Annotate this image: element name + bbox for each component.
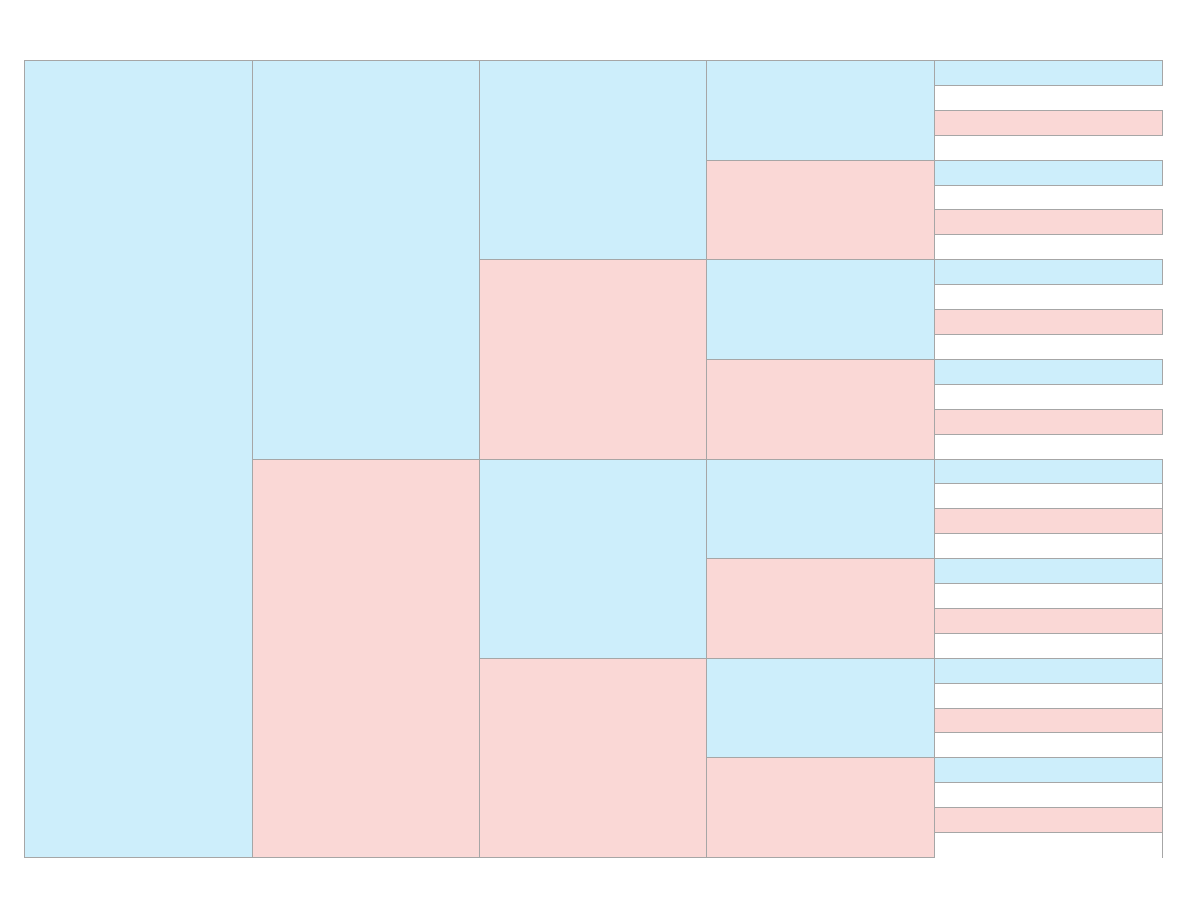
horse-cell-gen5	[935, 559, 1163, 584]
horse-cell-gen5	[935, 658, 1163, 683]
horse-cell-gen3	[480, 658, 707, 857]
horse-cell-gen5	[935, 608, 1163, 633]
horse-cell-gen5	[935, 808, 1163, 833]
horse-cell-gen5	[935, 708, 1163, 733]
horse-cell-gen3	[480, 260, 707, 459]
horse-cell-gen5	[935, 509, 1163, 534]
horse-cell-gen5	[935, 260, 1163, 285]
horse-cell-gen5	[935, 758, 1163, 783]
horse-cell-gen2	[253, 61, 480, 460]
horse-cell-gen5	[935, 110, 1163, 135]
horse-cell-gen4	[707, 359, 935, 459]
horse-cell-gen4	[707, 160, 935, 260]
pedigree-table	[24, 60, 1163, 858]
horse-cell-gen4	[707, 559, 935, 659]
horse-cell-gen4	[707, 61, 935, 161]
horse-cell-gen5	[935, 61, 1163, 86]
horse-cell-gen3	[480, 459, 707, 658]
horse-cell-gen5	[935, 459, 1163, 484]
horse-cell-gen4	[707, 758, 935, 858]
horse-cell-gen5	[935, 310, 1163, 335]
horse-cell-gen4	[707, 459, 935, 559]
pedigree-row	[25, 61, 1163, 86]
horse-cell-gen3	[480, 61, 707, 260]
horse-cell-gen2	[253, 459, 480, 858]
horse-cell-gen4	[707, 260, 935, 360]
pedigree-body	[25, 61, 1163, 858]
horse-cell-gen5	[935, 160, 1163, 185]
horse-cell-gen4	[707, 658, 935, 758]
horse-cell-gen5	[935, 409, 1163, 434]
horse-cell-gen5	[935, 359, 1163, 384]
horse-cell-gen1	[25, 61, 253, 858]
horse-cell-gen5	[935, 210, 1163, 235]
